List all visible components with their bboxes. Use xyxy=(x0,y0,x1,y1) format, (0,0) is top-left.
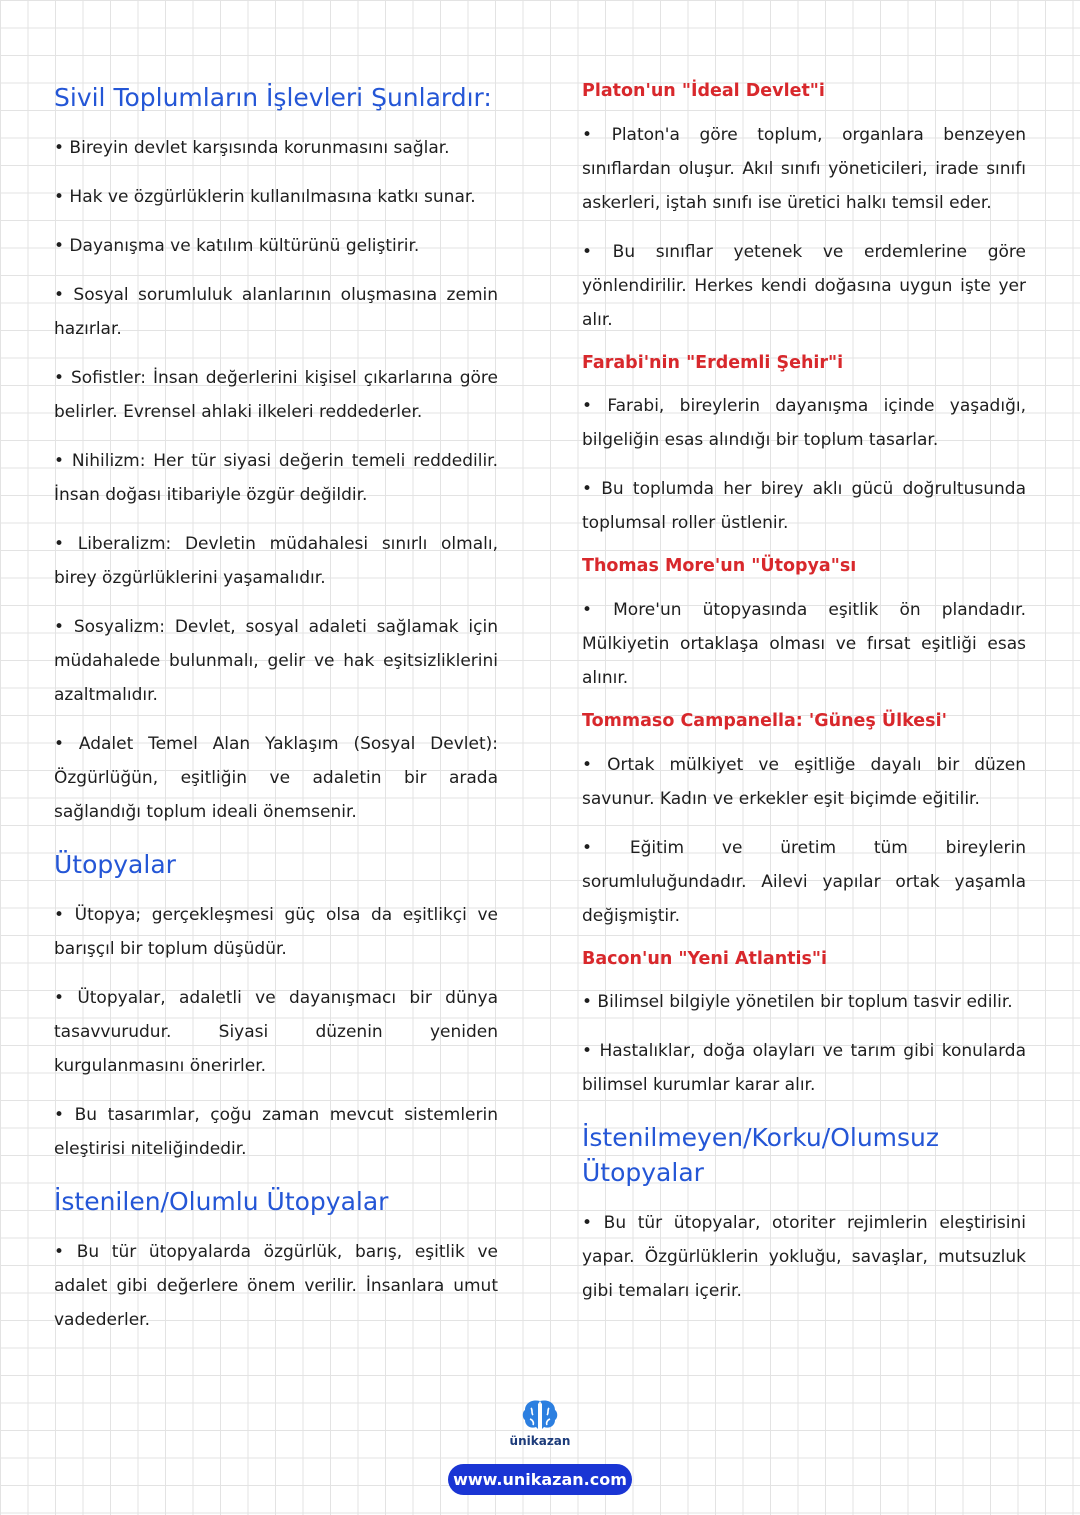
list-item: • Liberalizm: Devletin müdahalesi sınırlı olmalı, birey özgürlüklerini yaşamalıdır. xyxy=(54,534,498,588)
list-item: • Sosyalizm: Devlet, sosyal adaleti sağlamak için müdahalede bulunmalı, gelir ve hak eşitsizliklerini azaltmalıdır. xyxy=(54,617,498,705)
heading-platon: Platon'un "İdeal Devlet"i xyxy=(582,81,825,101)
heading-utopyalar: Ütopyalar xyxy=(54,850,176,879)
list-item: • Bu tür ütopyalarda özgürlük, barış, eşitlik ve adalet gibi değerlere önem verilir. İnsanlara umut vadederler. xyxy=(54,1242,498,1330)
list-item: • Nihilizm: Her tür siyasi değerin temeli reddedilir. İnsan doğası itibariyle özgür değildir. xyxy=(54,451,498,505)
heading-bacon: Bacon'un "Yeni Atlantis"i xyxy=(582,948,828,969)
heading-campanella: Tommaso Campanella: 'Güneş Ülkesi' xyxy=(582,710,947,731)
heading-more: Thomas More'un "Ütopya"sı xyxy=(582,556,857,577)
list-item: • Bireyin devlet karşısında korunmasını sağlar. xyxy=(54,138,450,158)
heading-farabi: Farabi'nin "Erdemli Şehir"i xyxy=(582,352,844,373)
list-item: • Bu tür ütopyalar, otoriter rejimlerin eleştirisini yapar. Özgürlüklerin yokluğu, savaşlar, mutsuzluk gibi temaları içerir. xyxy=(582,1213,1026,1302)
list-item: • Farabi, bireylerin dayanışma içinde yaşadığı, bilgeliğin esas alındığı bir toplum tasarlar. xyxy=(582,396,1026,451)
website-link[interactable]: www.unikazan.com xyxy=(448,1464,632,1495)
list-item: • Sosyal sorumluluk alanlarının oluşmasına zemin hazırlar. xyxy=(54,285,498,339)
list-item: • Ütopyalar, adaletli ve dayanışmacı bir dünya tasavvurudur. Siyasi düzenin yeniden kurgulanmasını önerirler. xyxy=(54,988,498,1076)
heading-olumsuz-utopyalar: İstenilmeyen/Korku/Olumsuz Ütopyalar xyxy=(582,1123,940,1188)
list-item: • Bu sınıflar yetenek ve erdemlerine göre yönlendirilir. Herkes kendi doğasına uygun işte yer alır. xyxy=(582,241,1026,330)
heading-sivil-toplum: Sivil Toplumların İşlevleri Şunlardır: xyxy=(54,83,492,112)
list-item: • Ortak mülkiyet ve eşitliğe dayalı bir düzen savunur. Kadın ve erkekler eşit biçimde eğitilir. xyxy=(582,754,1026,809)
brain-icon xyxy=(520,1398,560,1432)
list-item: • Ütopya; gerçekleşmesi güç olsa da eşitlikçi ve barışçıl bir toplum düşüdür. xyxy=(54,905,498,959)
list-item: • Bu toplumda her birey aklı gücü doğrultusunda toplumsal roller üstlenir. xyxy=(582,479,1026,534)
list-item: • Bilimsel bilgiyle yönetilen bir toplum tasvir edilir. xyxy=(582,992,1013,1013)
list-item: • Sofistler: İnsan değerlerini kişisel çıkarlarına göre belirler. Evrensel ahlaki ilkeleri reddederler. xyxy=(54,368,498,422)
unikazan-logo xyxy=(502,1398,578,1448)
list-item: • Adalet Temel Alan Yaklaşım (Sosyal Devlet): Özgürlüğün, eşitliğin ve adaletin bir arada sağlandığı toplum ideali önemsenir. xyxy=(54,734,498,822)
list-item: • Eğitim ve üretim tüm bireylerin sorumluluğundadır. Ailevi yapılar ortak yaşamla değişmiştir. xyxy=(582,837,1026,926)
list-item: • Platon'a göre toplum, organlara benzeyen sınıflardan oluşur. Akıl sınıfı yöneticileri, irade sınıfı askerleri, iştah sınıfı ise üretici halkı temsil eder. xyxy=(582,124,1026,213)
heading-olumlu-utopyalar: İstenilen/Olumlu Ütopyalar xyxy=(54,1187,389,1216)
list-item: • Dayanışma ve katılım kültürünü geliştirir. xyxy=(54,236,420,256)
list-item: • More'un ütopyasında eşitlik ön plandadır. Mülkiyetin ortaklaşa olması ve fırsat eşitliği esas alınır. xyxy=(582,599,1026,688)
right-column xyxy=(582,80,1026,1323)
list-item: • Hastalıklar, doğa olayları ve tarım gibi konularda bilimsel kurumlar karar alır. xyxy=(582,1041,1026,1096)
logo-text: ünikazan xyxy=(509,1434,571,1448)
list-item: • Bu tasarımlar, çoğu zaman mevcut sistemlerin eleştirisi niteliğindedir. xyxy=(54,1105,498,1159)
list-item: • Hak ve özgürlüklerin kullanılmasına katkı sunar. xyxy=(54,187,476,207)
left-column xyxy=(54,80,498,1352)
